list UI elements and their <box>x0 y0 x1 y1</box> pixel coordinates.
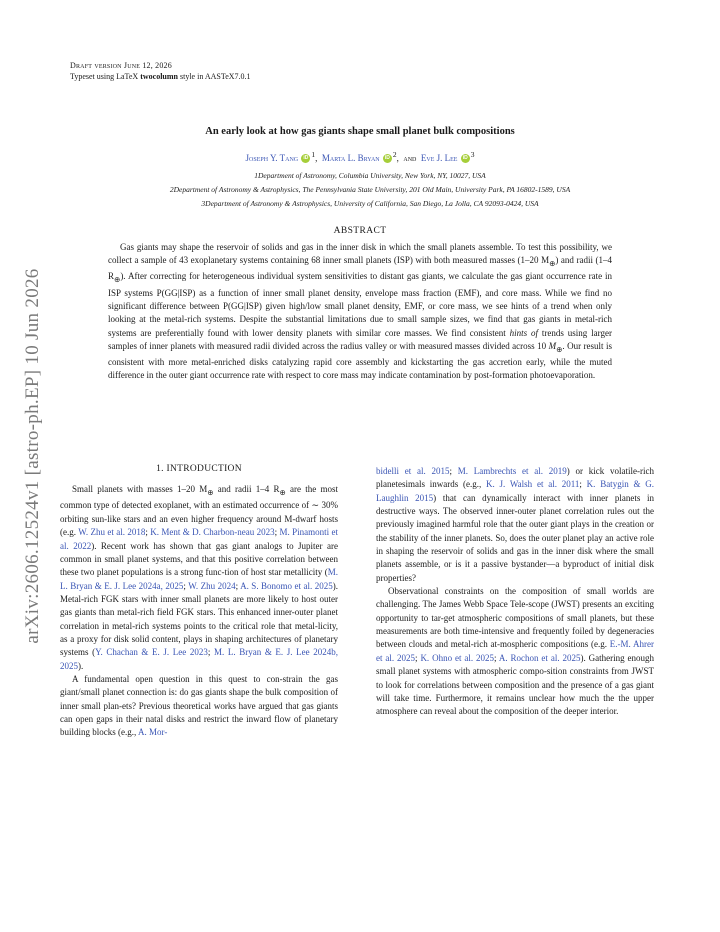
arxiv-sidebar-stamp <box>18 236 48 676</box>
affiliation: 2Department of Astronomy & Astrophysics, The Pennsylvania State University, 201 Old Main, University Park, PA 16802-1589, USA <box>169 185 571 194</box>
orcid-icon[interactable]: iD <box>303 155 309 162</box>
abstract-paragraph: Gas giants may shape the reservoir of solids and gas in the inner disk in which the small planets assemble. To test this possibility, we collect a sample of 43 exoplanetary systems containing 68 inner small planets (ISP) with both measured masses (1–20 $M_\oplus$) and radii (1–4 $R_\oplus$). After correcting for heterogeneous individual system sensitivities to distant gas giants, we calculate the gas giant occurrence rate in ISP systems P(GG|ISP) as a function of inner small planet density, envelope mass fraction (EMF), and core mass. While we find no significant difference between P(GG|ISP) given high/low small planet density, EMF, or core mass, we see hints of a trend when only looking at the metal-rich systems. Despite the substantial limitations due to small sample sizes, we find that gas giants in metal-rich systems are preferentially found with lower density planets with similar core masses. We find consistent hints of trends using larger samples of inner planets with measured radii divided across the radius valley or with measured masses divided across 10 $M_\oplus$. Our result is consistent with more metal-enriched disks catalyzing rapid core assembly and kickstarting the gas accretion early, while the muted difference in the outer giant occurrence rate with respect to core mass may indicate contamination by post-formation photoevaporation. <box>108 242 612 381</box>
orcid-icon[interactable]: iD <box>384 155 390 162</box>
draft-header <box>70 60 251 82</box>
arxiv-id[interactable]: arXiv:2606.12524v1 [astro-ph.EP] 10 Jun 2026 <box>22 268 43 644</box>
body-paragraph: bidelli et al. 2015; M. Lambrechts et al. 2019) or kick volatile-rich planetesimals inwards (e.g., K. J. Walsh et al. 2011; K. Batygin & G. Laughlin 2015) that can dynamically interact with inner planets in destructive ways. The observed inner-outer planet correlation rules out the previously imagined harmful role that the outer giant plays in the creation or the stability of the inner planets. So, does the outer planet play an active role in shaping the reservoir of solids and gas in the inner disk where the small planets assemble, or is it a passive bystander—a byproduct of initial disk properties? <box>376 466 654 583</box>
typeset-line: Typeset using LaTeX twocolumn style in AASTeX7.0.1 <box>70 72 251 81</box>
author-name[interactable]: Eve J. Lee <box>420 153 458 163</box>
orcid-icon[interactable]: iD <box>462 155 468 162</box>
body-paragraph: Observational constraints on the composition of small worlds are challenging. The James Webb Space Tele-scope (JWST) presents an exciting opportunity to tar-get atmospheric compositions of small planets, but these measurements are both time-intensive and frequently foiled by degeneracies between clouds and metal-rich at-mospheric compositions (e.g. E.-M. Ahrer et al. 2025; K. Ohno et al. 2025; A. Rochon et al. 2025). Gathering enough small planet systems with atmospheric compo-sition constraints from JWST to look for correlations between composition and the presence of a gas giant will take time. Furthermore, it remains unclear how much the the upper atmosphere can reveal about the composition of the deeper interior. <box>376 586 654 717</box>
affiliation: 1Department of Astronomy, Columbia University, New York, NY, 10027, USA <box>254 171 486 180</box>
abstract-heading: ABSTRACT <box>333 226 387 236</box>
abstract-body <box>108 241 612 383</box>
left-column <box>60 463 338 740</box>
paper-title: An early look at how gas giants shape small planet bulk compositions <box>205 126 515 137</box>
affiliation: 3Department of Astronomy & Astrophysics, University of California, San Diego, La Jolla, CA 92093-0424, USA <box>201 199 539 208</box>
author-name[interactable]: Joseph Y. Tang <box>245 153 299 163</box>
section-heading: 1. INTRODUCTION <box>156 464 242 474</box>
author-list: Joseph Y. Tang iD $^1$, Marta L. Bryan iD $^2$, and Eve J. Lee iD $^3$ <box>245 150 475 163</box>
draft-version-line: Draft version June 12, 2026 <box>70 61 172 70</box>
body-paragraph: A fundamental open question in this quest to con-strain the gas giant/small planet connection is: do gas giants shape the bulk composition of inner small plan-ets? Previous theoretical works have argued that gas giants can open gaps in their natal disks and restrict the inward flow of planetary building blocks (e.g., A. Mor- <box>60 673 338 738</box>
author-name[interactable]: Marta L. Bryan <box>321 153 380 163</box>
right-column <box>376 465 654 719</box>
body-paragraph: Small planets with masses 1–20 $M_\oplus$ and radii 1–4 $R_\oplus$ are the most common type of detected exoplanet, with an estimated occurrence of ∼ 30% orbiting sun-like stars and an even higher frequency around M-dwarf hosts (e.g. W. Zhu et al. 2018; K. Ment & D. Charbon-neau 2023; M. Pinamonti et al. 2022). Recent work has shown that gas giant analogs to Jupiter are common in small planet systems, and that this positive correlation between these two planet populations is a strong func-tion of host star metallicity (M. L. Bryan & E. J. Lee 2024a, 2025; W. Zhu 2024; A. S. Bonomo et al. 2025). Metal-rich FGK stars with inner small planets are more likely to host outer gas giants than metal-rich field FGK stars. This enhanced inner-outer planet correlation in metal-rich systems points to the critical role that metal-licity, as a proxy for disk solid content, plays in shaping architectures of planetary systems (Y. Chachan & E. J. Lee 2023; M. L. Bryan & E. J. Lee 2024b, 2025). <box>60 484 338 671</box>
